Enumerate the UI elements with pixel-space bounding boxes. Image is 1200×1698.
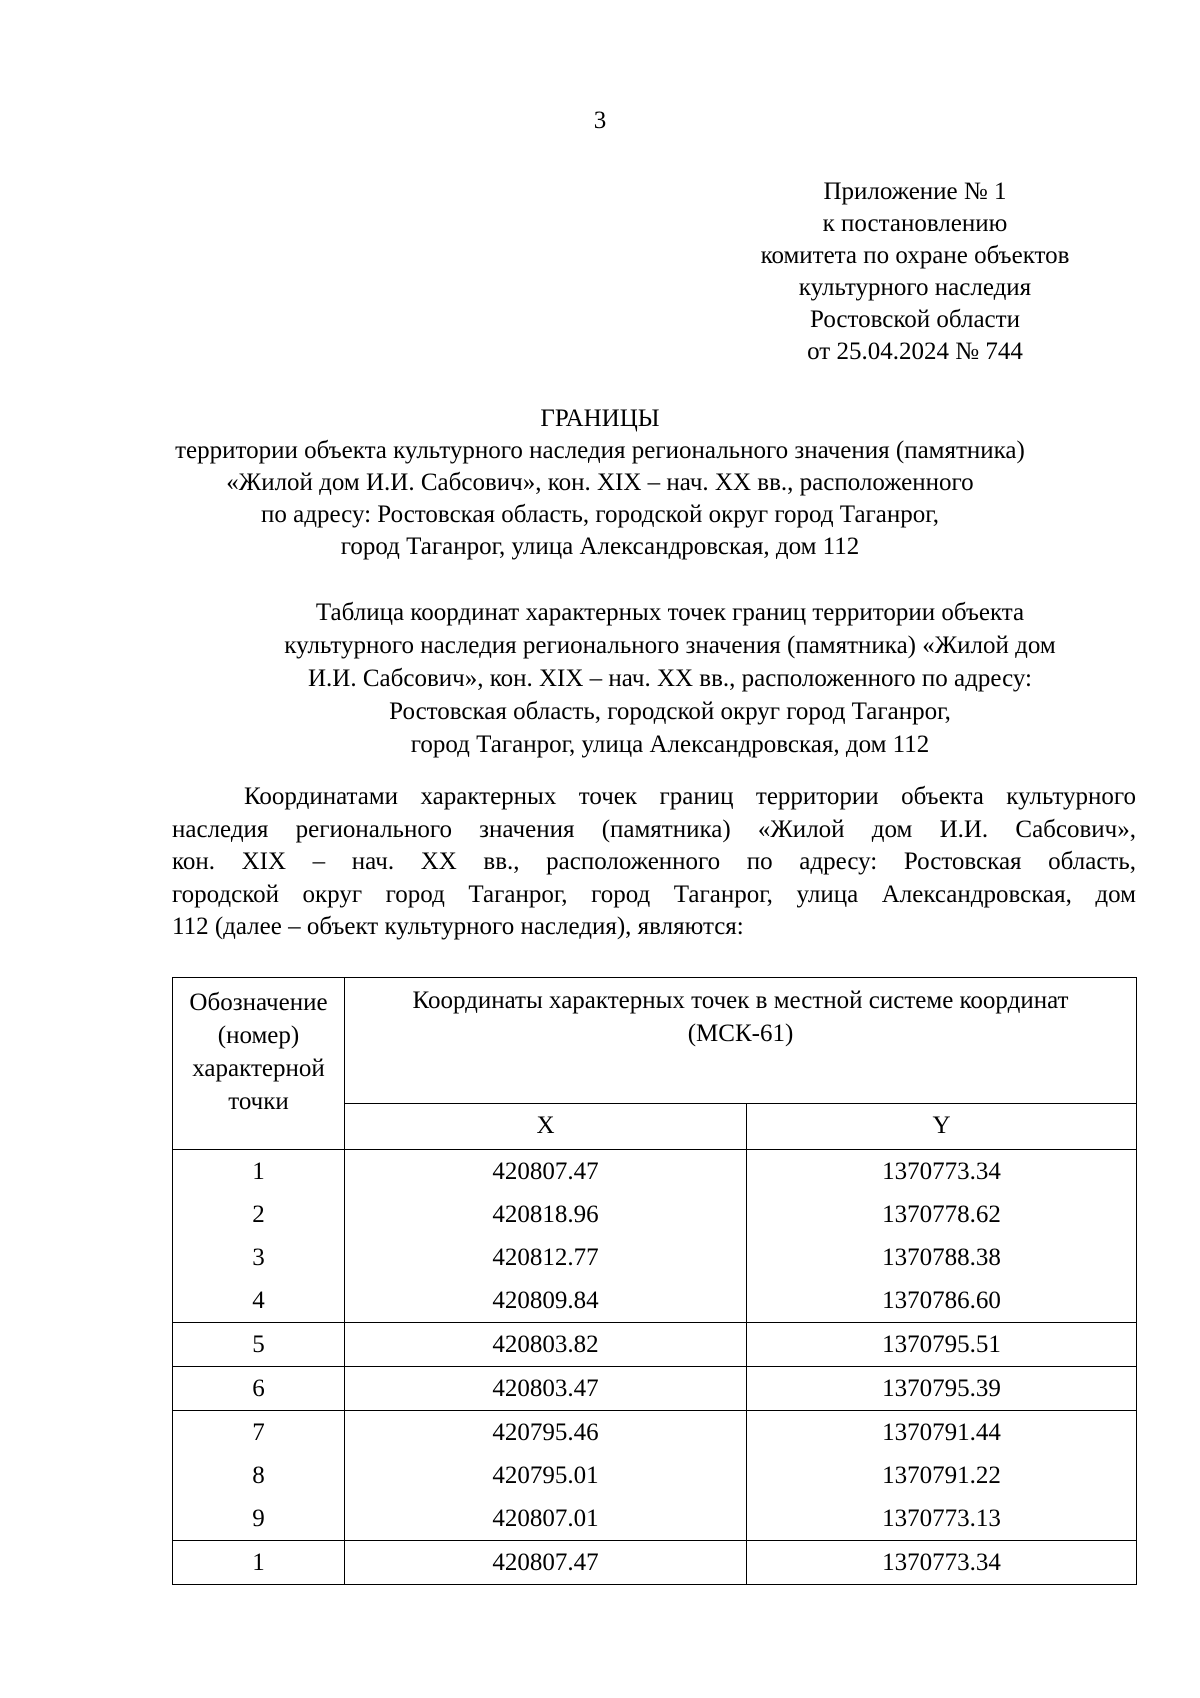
y-cell: 1370773.34: [747, 1150, 1137, 1194]
x-cell: 420818.96: [345, 1193, 747, 1236]
y-cell: 1370791.44: [747, 1411, 1137, 1455]
table-row: [173, 1279, 1137, 1323]
designation-header-line: характерной: [192, 1055, 325, 1082]
x-cell: 420795.01: [345, 1454, 747, 1497]
coordinates-header-line: Координаты характерных точек в местной системе координат: [412, 987, 1069, 1014]
table-caption-line: город Таганрог, улица Александровская, дом 112: [410, 731, 930, 758]
paragraph-line: наследия регионального значения (памятника) «Жилой дом И.И. Сабсович»,: [172, 815, 1136, 843]
point-cell: 7: [173, 1411, 345, 1455]
table-row: [173, 1541, 1137, 1585]
point-cell: 1: [173, 1541, 345, 1585]
paragraph-line: Координатами характерных точек границ территории объекта культурного: [244, 783, 1136, 810]
title-heading: ГРАНИЦЫ: [540, 405, 660, 432]
document-title: [100, 403, 1100, 563]
y-cell: 1370795.51: [747, 1323, 1137, 1367]
y-cell: 1370788.38: [747, 1236, 1137, 1279]
y-cell: 1370786.60: [747, 1279, 1137, 1323]
coordinates-table: [172, 977, 1137, 1585]
x-cell: 420795.46: [345, 1411, 747, 1455]
x-cell: 420807.47: [345, 1150, 747, 1194]
point-cell: 8: [173, 1454, 345, 1497]
point-cell: 6: [173, 1367, 345, 1411]
appendix-line: к постановлению: [822, 210, 1008, 237]
table-row: [173, 1497, 1137, 1541]
y-cell: 1370795.39: [747, 1367, 1137, 1411]
coordinates-header: [345, 978, 1137, 1104]
designation-header: [173, 978, 345, 1150]
point-cell: 5: [173, 1323, 345, 1367]
point-cell: 3: [173, 1236, 345, 1279]
x-cell: 420809.84: [345, 1279, 747, 1323]
x-cell: 420812.77: [345, 1236, 747, 1279]
title-line: город Таганрог, улица Александровская, дом 112: [340, 533, 860, 560]
x-column-header: X: [345, 1103, 747, 1149]
table-row: [173, 1411, 1137, 1455]
x-cell: 420803.47: [345, 1367, 747, 1411]
table-caption-line: культурного наследия регионального значения (памятника) «Жилой дом: [284, 632, 1056, 659]
appendix-line: культурного наследия: [798, 274, 1032, 301]
point-cell: 2: [173, 1193, 345, 1236]
point-cell: 4: [173, 1279, 345, 1323]
table-row: [173, 1323, 1137, 1367]
table-row: [173, 1454, 1137, 1497]
x-cell: 420807.47: [345, 1541, 747, 1585]
y-cell: 1370791.22: [747, 1454, 1137, 1497]
appendix-line: комитета по охране объектов: [760, 242, 1070, 269]
coordinates-header-line: (МСК-61): [687, 1020, 794, 1047]
y-cell: 1370778.62: [747, 1193, 1137, 1236]
designation-header-line: (номер): [217, 1022, 300, 1049]
x-cell: 420803.82: [345, 1323, 747, 1367]
y-column-header: Y: [747, 1103, 1137, 1149]
table-caption: [170, 596, 1170, 761]
table-row: [173, 1150, 1137, 1194]
page-number: 3: [593, 107, 607, 134]
y-cell: 1370773.34: [747, 1541, 1137, 1585]
y-cell: 1370773.13: [747, 1497, 1137, 1541]
x-cell: 420807.01: [345, 1497, 747, 1541]
table-row: [173, 1236, 1137, 1279]
paragraph-line: 112 (далее – объект культурного наследия), являются:: [172, 913, 744, 940]
appendix-block: [720, 176, 1110, 368]
appendix-line: от 25.04.2024 № 744: [807, 338, 1023, 365]
table-caption-line: Таблица координат характерных точек границ территории объекта: [315, 599, 1025, 626]
table-caption-line: Ростовская область, городской округ город Таганрог,: [389, 698, 951, 725]
title-line: «Жилой дом И.И. Сабсович», кон. XIX – нач. XX вв., расположенного: [226, 469, 974, 496]
point-cell: 1: [173, 1150, 345, 1194]
title-line: по адресу: Ростовская область, городской округ город Таганрог,: [261, 501, 939, 528]
paragraph-line: городской округ город Таганрог, город Таганрог, улица Александровская, дом: [172, 880, 1136, 908]
paragraph-line: кон. XIX – нач. XX вв., расположенного по адресу: Ростовская область,: [172, 848, 1136, 875]
appendix-line: Приложение № 1: [823, 178, 1007, 205]
appendix-line: Ростовской области: [810, 306, 1020, 333]
designation-header-line: Обозначение: [189, 989, 328, 1016]
body-paragraph: [172, 781, 1136, 944]
table-caption-line: И.И. Сабсович», кон. XIX – нач. XX вв., расположенного по адресу:: [308, 665, 1032, 692]
point-cell: 9: [173, 1497, 345, 1541]
table-row: [173, 1193, 1137, 1236]
table-row: [173, 1367, 1137, 1411]
designation-header-line: точки: [228, 1088, 289, 1115]
title-line: территории объекта культурного наследия регионального значения (памятника): [175, 437, 1025, 464]
